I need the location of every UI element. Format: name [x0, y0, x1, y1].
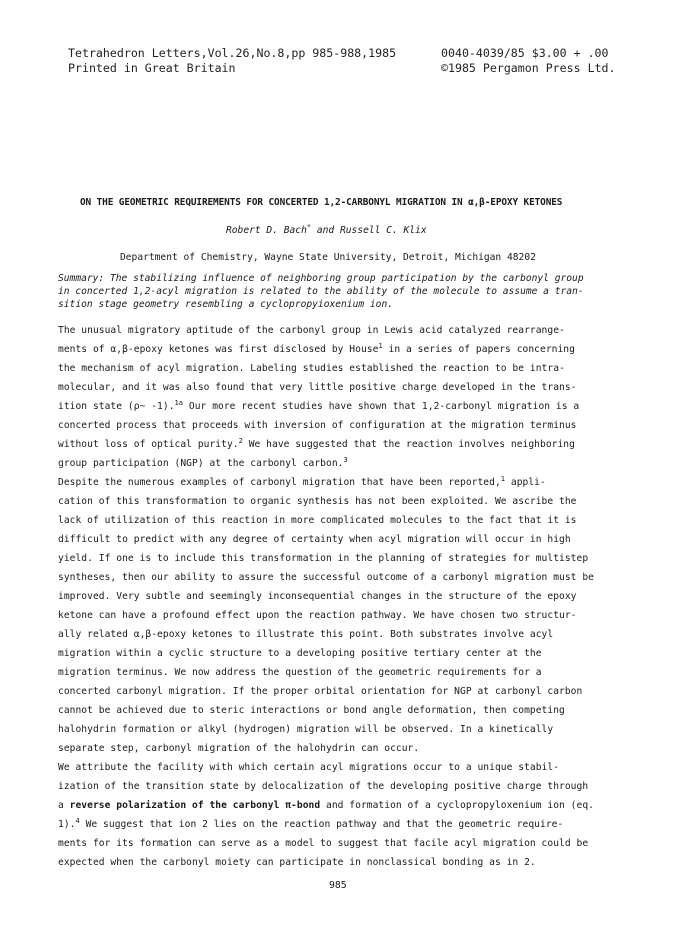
summary-line-3: sition stage geometry resembling a cyclopropyioxenium ion. [58, 299, 394, 310]
para1-line-1: The unusual migratory aptitude of the carbonyl group in Lewis acid catalyzed rearrange- [58, 325, 565, 336]
para2-line-11: migration terminus. We now address the question of the geometric requirements for a [58, 667, 542, 678]
para3-line-3: a reverse polarization of the carbonyl π-bond and formation of a cyclopropyloxenium ion (eq. [58, 800, 594, 811]
para3-line-6: expected when the carbonyl moiety can participate in nonclassical bonding as in 2. [58, 857, 536, 868]
para1-line-4: molecular, and it was also found that very little positive charge developed in the trans- [58, 382, 577, 393]
citation-1: 1 [378, 342, 383, 350]
para2-line-1: Despite the numerous examples of carbonyl migration that have been reported,$^1$ appli- [58, 475, 546, 488]
para2-line-15: separate step, carbonyl migration of the halohydrin can occur. [58, 743, 420, 754]
para1-line-6: concerted process that proceeds with inversion of configuration at the migration terminus [58, 420, 577, 431]
para2-line-9: ally related α,β-epoxy ketones to illustrate this point. Both substrates involve acyl [58, 629, 554, 640]
para2-line-14: halohydrin formation or alkyl (hydrogen) migration will be observed. In a kinetically [58, 724, 554, 735]
citation-1-repeat: 1 [500, 475, 506, 483]
corresponding-author-mark: * [306, 223, 312, 231]
journal-citation: Tetrahedron Letters,Vol.26,No.8,pp 985-988,1985 [68, 46, 397, 60]
summary-line-1: Summary: The stabilizing influence of neighboring group participation by the carbonyl group [58, 273, 584, 284]
printed-in: Printed in Great Britain [68, 61, 236, 75]
issn-price: 0040-4039/85 $3.00 + .00 [441, 46, 609, 60]
citation-2: 2 [238, 437, 243, 445]
citation-3: 3 [343, 456, 348, 464]
para3-line-5: ments for its formation can serve as a model to suggest that facile acyl migration could be [58, 838, 589, 849]
para2-line-2: cation of this transformation to organic synthesis has not been exploited. We ascribe the [58, 496, 577, 507]
page-number: 985 [329, 880, 347, 891]
para2-line-8: ketone can have a profound effect upon the reaction pathway. We have chosen two structur- [58, 610, 577, 621]
citation-4: 4 [75, 817, 80, 825]
para2-line-7: improved. Very subtle and seemingly inconsequential changes in the structure of the epoxy [58, 591, 577, 602]
authors [226, 225, 427, 236]
para1-line-5: ition state (ρ~ -1).$^{1a}$ Our more recent studies have shown that 1,2-carbonyl migration is a [58, 399, 580, 412]
summary-line-2: in concerted 1,2-acyl migration is related to the ability of the molecule to assume a tran- [58, 286, 584, 297]
para2-line-10: migration within a cyclic structure to a developing positive tertiary center at the [58, 648, 542, 659]
para2-line-4: difficult to predict with any degree of certainty when acyl migration will occur in high [58, 534, 571, 545]
author-1: Robert D. Bach [226, 225, 307, 236]
para2-line-13: cannot be achieved due to steric interactions or bond angle deformation, then competing [58, 705, 565, 716]
para1-line-8: group participation (NGP) at the carbonyl carbon.$^3$ [58, 456, 348, 469]
para3-line-2: ization of the transition state by delocalization of the developing positive charge through [58, 781, 589, 792]
para2-line-3: lack of utilization of this reaction in more complicated molecules to the fact that it is [58, 515, 577, 526]
affiliation: Department of Chemistry, Wayne State University, Detroit, Michigan 48202 [120, 252, 536, 263]
author-2: and Russell C. Klix [311, 225, 427, 236]
copyright: ©1985 Pergamon Press Ltd. [441, 61, 616, 75]
para2-line-12: concerted carbonyl migration. If the proper orbital orientation for NGP at carbonyl carbon [58, 686, 583, 697]
emphasis-reverse-polarization: reverse polarization of the carbonyl π-bond [69, 800, 321, 811]
para2-line-6: syntheses, then our ability to assure the successful outcome of a carbonyl migration must be [58, 572, 594, 583]
paper-title: ON THE GEOMETRIC REQUIREMENTS FOR CONCERTED 1,2-CARBONYL MIGRATION IN α,β-EPOXY KETONES [80, 197, 563, 208]
para1-line-3: the mechanism of acyl migration. Labeling studies established the reaction to be intra- [58, 363, 565, 374]
para3-line-4: 1).$^4$ We suggest that ion 2 lies on the reaction pathway and that the geometric require- [58, 817, 564, 830]
para1-line-7: without loss of optical purity.$^2$ We have suggested that the reaction involves neighboring [58, 437, 575, 450]
para2-line-5: yield. If one is to include this transformation in the planning of strategies for multistep [58, 553, 589, 564]
citation-1a: 1a [174, 399, 184, 407]
para1-line-2: ments of α,β-epoxy ketones was first disclosed by House$^1$ in a series of papers concerning [58, 342, 575, 355]
para3-line-1: We attribute the facility with which certain acyl migrations occur to a unique stabil- [58, 762, 560, 773]
